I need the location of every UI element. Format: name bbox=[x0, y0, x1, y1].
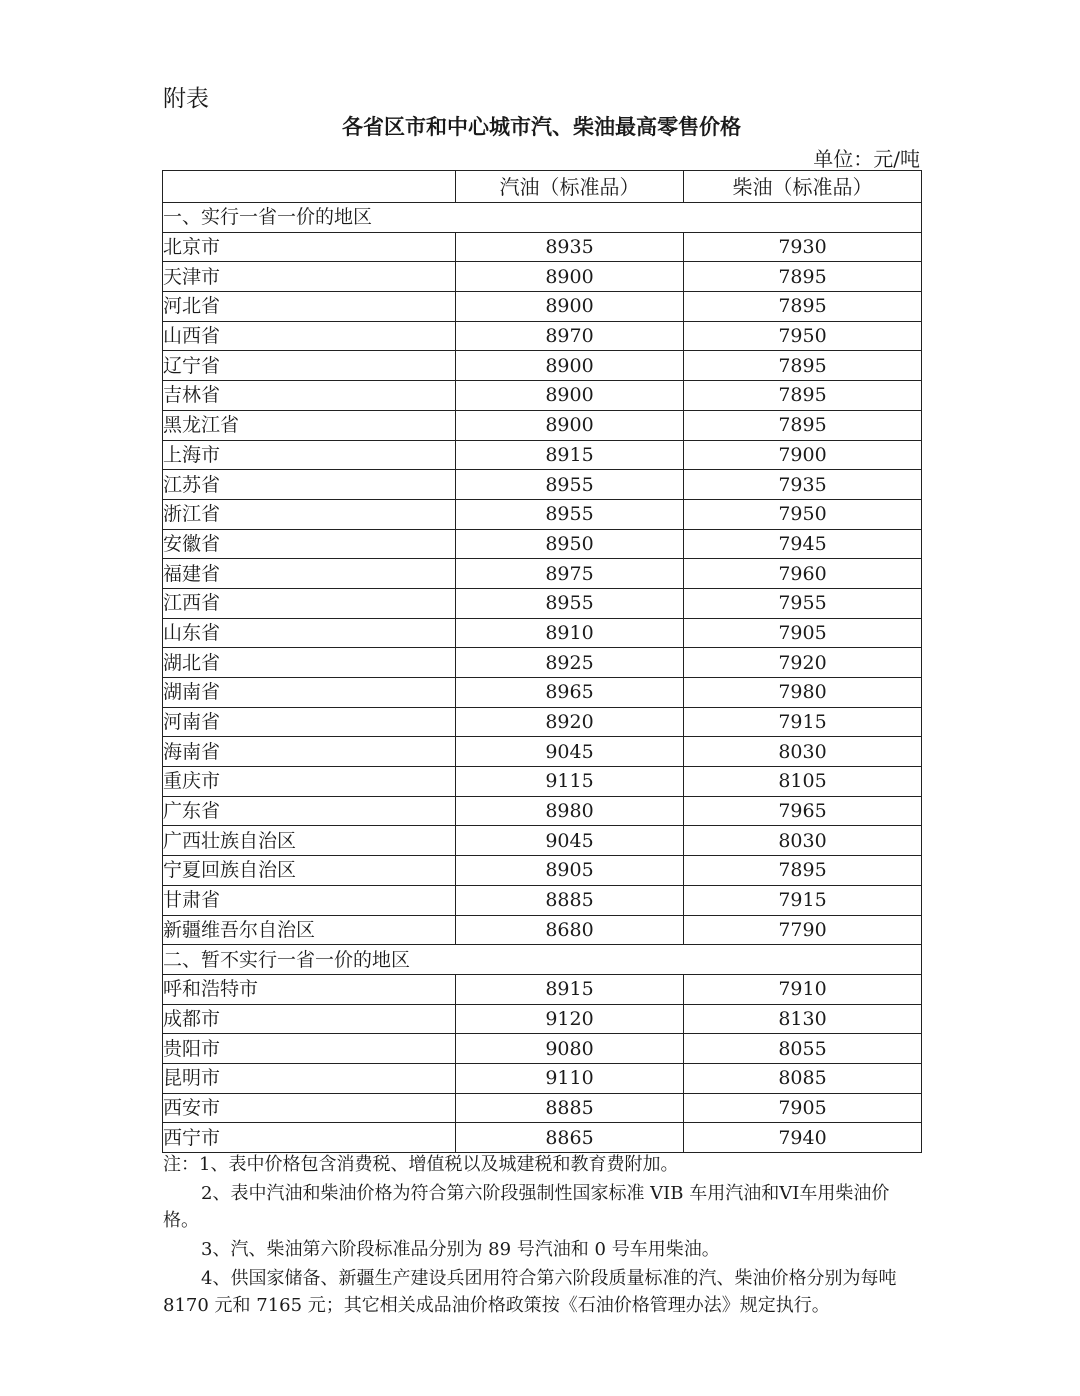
gasoline-price: 8900 bbox=[456, 410, 684, 440]
region-name: 广西壮族自治区 bbox=[163, 826, 456, 856]
gasoline-price: 8935 bbox=[456, 232, 684, 262]
gasoline-price: 9080 bbox=[456, 1034, 684, 1064]
region-name: 甘肃省 bbox=[163, 885, 456, 915]
note-3: 3、汽、柴油第六阶段标准品分别为 89 号汽油和 0 号车用柴油。 bbox=[201, 1239, 720, 1260]
table-row bbox=[163, 618, 922, 648]
region-name: 西安市 bbox=[163, 1093, 456, 1123]
gasoline-price: 8970 bbox=[456, 321, 684, 351]
table-row bbox=[163, 767, 922, 797]
region-name: 江苏省 bbox=[163, 470, 456, 500]
diesel-price: 8030 bbox=[684, 737, 922, 767]
table-row bbox=[163, 1034, 922, 1064]
region-name: 辽宁省 bbox=[163, 351, 456, 381]
gasoline-price: 8905 bbox=[456, 856, 684, 886]
gasoline-price: 8900 bbox=[456, 262, 684, 292]
region-name: 广东省 bbox=[163, 796, 456, 826]
header-diesel: 柴油（标准品） bbox=[684, 171, 922, 203]
gasoline-price: 9045 bbox=[456, 826, 684, 856]
table-row bbox=[163, 915, 922, 945]
gasoline-price: 8955 bbox=[456, 588, 684, 618]
region-name: 安徽省 bbox=[163, 529, 456, 559]
gasoline-price: 8980 bbox=[456, 796, 684, 826]
table-row bbox=[163, 678, 922, 708]
gasoline-price: 8680 bbox=[456, 915, 684, 945]
gasoline-price: 8955 bbox=[456, 499, 684, 529]
table-row bbox=[163, 292, 922, 322]
diesel-price: 7895 bbox=[684, 292, 922, 322]
table-row bbox=[163, 499, 922, 529]
region-name: 河南省 bbox=[163, 707, 456, 737]
region-name: 西宁市 bbox=[163, 1123, 456, 1153]
gasoline-price: 8915 bbox=[456, 440, 684, 470]
table-row bbox=[163, 440, 922, 470]
table-row bbox=[163, 470, 922, 500]
table-row bbox=[163, 1093, 922, 1123]
region-name: 贵阳市 bbox=[163, 1034, 456, 1064]
page-title: 各省区市和中心城市汽、柴油最高零售价格 bbox=[342, 114, 741, 139]
diesel-price: 7920 bbox=[684, 648, 922, 678]
header-gasoline: 汽油（标准品） bbox=[456, 171, 684, 203]
gasoline-price: 9110 bbox=[456, 1063, 684, 1093]
gasoline-price: 8955 bbox=[456, 470, 684, 500]
region-name: 浙江省 bbox=[163, 499, 456, 529]
gasoline-price: 8965 bbox=[456, 678, 684, 708]
section-title: 二、暂不实行一省一价的地区 bbox=[163, 945, 922, 975]
unit-label: 单位：元/吨 bbox=[813, 147, 920, 171]
header-region bbox=[163, 171, 456, 203]
gasoline-price: 9120 bbox=[456, 1004, 684, 1034]
region-name: 天津市 bbox=[163, 262, 456, 292]
diesel-price: 7945 bbox=[684, 529, 922, 559]
diesel-price: 8085 bbox=[684, 1063, 922, 1093]
table-row bbox=[163, 648, 922, 678]
table-row bbox=[163, 529, 922, 559]
table-row bbox=[163, 321, 922, 351]
diesel-price: 7895 bbox=[684, 856, 922, 886]
region-name: 福建省 bbox=[163, 559, 456, 589]
table-header-row bbox=[163, 171, 922, 203]
table-body bbox=[163, 203, 922, 1153]
diesel-price: 7940 bbox=[684, 1123, 922, 1153]
region-name: 山东省 bbox=[163, 618, 456, 648]
region-name: 昆明市 bbox=[163, 1063, 456, 1093]
diesel-price: 7895 bbox=[684, 351, 922, 381]
note-4: 4、供国家储备、新疆生产建设兵团用符合第六阶段质量标准的汽、柴油价格分别为每吨 8170 元和 7165 元；其它相关成品油价格政策按《石油价格管理办法》规定执行。 bbox=[163, 1268, 897, 1316]
diesel-price: 8030 bbox=[684, 826, 922, 856]
section-row bbox=[163, 945, 922, 975]
gasoline-price: 8910 bbox=[456, 618, 684, 648]
diesel-price: 7980 bbox=[684, 678, 922, 708]
region-name: 上海市 bbox=[163, 440, 456, 470]
diesel-price: 7950 bbox=[684, 499, 922, 529]
diesel-price: 7900 bbox=[684, 440, 922, 470]
region-name: 呼和浩特市 bbox=[163, 974, 456, 1004]
price-table bbox=[162, 170, 922, 1153]
diesel-price: 7935 bbox=[684, 470, 922, 500]
region-name: 北京市 bbox=[163, 232, 456, 262]
diesel-price: 7965 bbox=[684, 796, 922, 826]
table-row bbox=[163, 1123, 922, 1153]
region-name: 黑龙江省 bbox=[163, 410, 456, 440]
gasoline-price: 8900 bbox=[456, 351, 684, 381]
table-row bbox=[163, 588, 922, 618]
appendix-label: 附表 bbox=[163, 86, 209, 112]
region-name: 山西省 bbox=[163, 321, 456, 351]
gasoline-price: 8865 bbox=[456, 1123, 684, 1153]
table-row bbox=[163, 885, 922, 915]
region-name: 江西省 bbox=[163, 588, 456, 618]
region-name: 重庆市 bbox=[163, 767, 456, 797]
gasoline-price: 8920 bbox=[456, 707, 684, 737]
diesel-price: 7915 bbox=[684, 885, 922, 915]
gasoline-price: 8885 bbox=[456, 885, 684, 915]
note-2: 2、表中汽油和柴油价格为符合第六阶段强制性国家标准 VIB 车用汽油和VI车用柴油价格。 bbox=[163, 1183, 890, 1231]
region-name: 湖北省 bbox=[163, 648, 456, 678]
table-row bbox=[163, 262, 922, 292]
notes bbox=[163, 1151, 920, 1319]
diesel-price: 7915 bbox=[684, 707, 922, 737]
table-row bbox=[163, 826, 922, 856]
gasoline-price: 8950 bbox=[456, 529, 684, 559]
table-row bbox=[163, 1004, 922, 1034]
region-name: 河北省 bbox=[163, 292, 456, 322]
gasoline-price: 8885 bbox=[456, 1093, 684, 1123]
gasoline-price: 8915 bbox=[456, 974, 684, 1004]
region-name: 海南省 bbox=[163, 737, 456, 767]
table-row bbox=[163, 559, 922, 589]
diesel-price: 7910 bbox=[684, 974, 922, 1004]
diesel-price: 7895 bbox=[684, 410, 922, 440]
region-name: 宁夏回族自治区 bbox=[163, 856, 456, 886]
gasoline-price: 8900 bbox=[456, 381, 684, 411]
diesel-price: 8130 bbox=[684, 1004, 922, 1034]
gasoline-price: 9115 bbox=[456, 767, 684, 797]
table-row bbox=[163, 381, 922, 411]
diesel-price: 7895 bbox=[684, 381, 922, 411]
gasoline-price: 9045 bbox=[456, 737, 684, 767]
diesel-price: 7895 bbox=[684, 262, 922, 292]
table-row bbox=[163, 1063, 922, 1093]
diesel-price: 7790 bbox=[684, 915, 922, 945]
region-name: 新疆维吾尔自治区 bbox=[163, 915, 456, 945]
section-title: 一、实行一省一价的地区 bbox=[163, 203, 922, 233]
table-row bbox=[163, 796, 922, 826]
table-row bbox=[163, 351, 922, 381]
diesel-price: 7955 bbox=[684, 588, 922, 618]
diesel-price: 7930 bbox=[684, 232, 922, 262]
table-row bbox=[163, 232, 922, 262]
gasoline-price: 8975 bbox=[456, 559, 684, 589]
table-row bbox=[163, 707, 922, 737]
diesel-price: 8105 bbox=[684, 767, 922, 797]
table-row bbox=[163, 410, 922, 440]
section-row bbox=[163, 203, 922, 233]
table-row bbox=[163, 856, 922, 886]
gasoline-price: 8925 bbox=[456, 648, 684, 678]
diesel-price: 7905 bbox=[684, 1093, 922, 1123]
region-name: 吉林省 bbox=[163, 381, 456, 411]
table-row bbox=[163, 737, 922, 767]
diesel-price: 7905 bbox=[684, 618, 922, 648]
region-name: 湖南省 bbox=[163, 678, 456, 708]
table-row bbox=[163, 974, 922, 1004]
gasoline-price: 8900 bbox=[456, 292, 684, 322]
diesel-price: 7960 bbox=[684, 559, 922, 589]
diesel-price: 8055 bbox=[684, 1034, 922, 1064]
region-name: 成都市 bbox=[163, 1004, 456, 1034]
note-1: 注：1、表中价格包含消费税、增值税以及城建税和教育费附加。 bbox=[163, 1154, 679, 1175]
diesel-price: 7950 bbox=[684, 321, 922, 351]
